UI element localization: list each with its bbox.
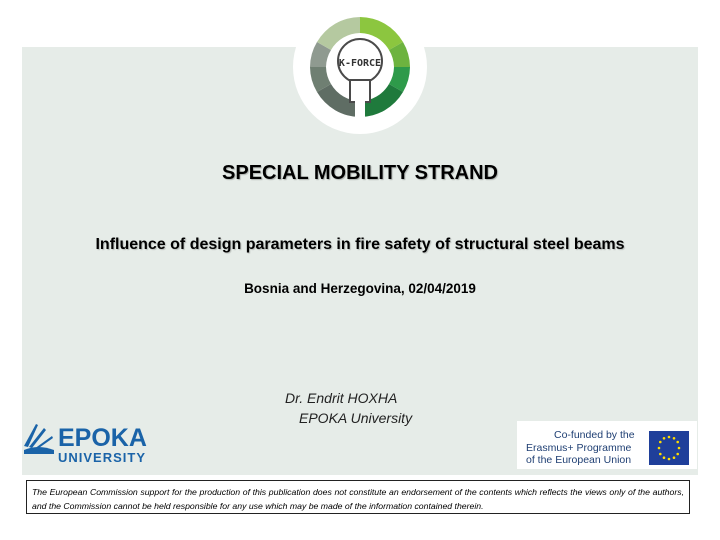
epoka-logo-line2: UNIVERSITY [58,450,147,465]
eu-flag-icon [649,431,689,465]
eu-cofunding-badge [517,421,697,469]
eu-line3: of the European Union [526,454,632,466]
eu-line1: Co-funded by the [554,429,635,441]
author-block [285,388,445,428]
author-name: Dr. Endrit HOXHA [285,390,398,406]
logo-text: K-FORCE [338,58,382,69]
k-force-logo-icon [293,0,427,134]
epoka-logo-icon [22,418,152,468]
eu-disclaimer: The European Commission support for the production of this publication does not constitute an endorsement of the contents which reflects the views only of the authors, and the Commission cannot be held responsible for any use which may be made of the information contained therein. [26,480,690,514]
slide-subtitle: Influence of design parameters in fire safety of structural steel beams [95,236,625,253]
eu-line2: Erasmus+ Programme [526,441,632,454]
place-date: Bosnia and Herzegovina, 02/04/2019 [244,281,476,296]
epoka-logo-line1: EPOKA [58,424,147,452]
author-affiliation: EPOKA University [299,410,413,426]
slide-title: SPECIAL MOBILITY STRAND [222,162,498,184]
eu-cofunding-text [526,429,636,467]
